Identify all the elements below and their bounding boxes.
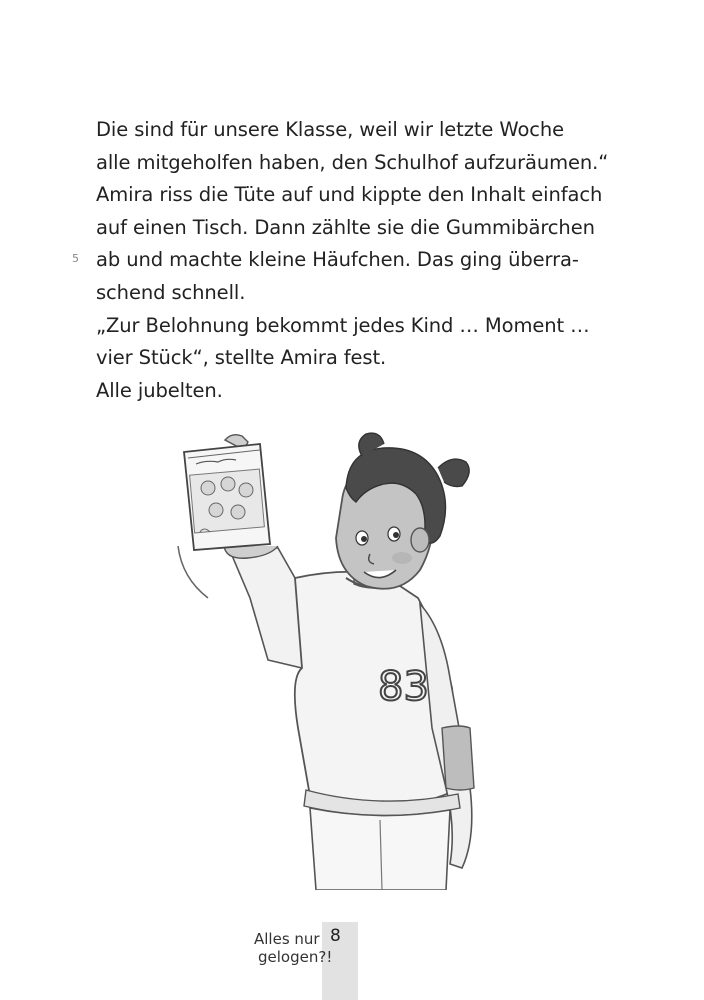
- text-line: vier Stück“, stellte Amira fest.: [96, 346, 387, 370]
- text-line: „Zur Belohnung bekommt jedes Kind … Moment …: [96, 313, 590, 337]
- text-line: Amira riss die Tüte auf und kippte den Inhalt einfach: [96, 183, 603, 207]
- gummy-bag: [184, 444, 270, 550]
- shirt-number: 83: [378, 664, 429, 710]
- text-line: auf einen Tisch. Dann zählte sie die Gummibärchen: [96, 215, 595, 239]
- text-line: alle mitgeholfen haben, den Schulhof aufzuräumen.“: [96, 150, 609, 174]
- story-text: [96, 114, 609, 407]
- series-title: [254, 930, 334, 966]
- text-line: ab und machte kleine Häufchen. Das ging überra-: [96, 248, 579, 272]
- text-line: Alle jubelten.: [96, 378, 223, 402]
- page-number: 8: [330, 926, 341, 946]
- text-line: schend schnell.: [96, 280, 246, 304]
- girl-holding-gummy-bag-illustration: [170, 428, 500, 890]
- line-number-marker: 5: [72, 252, 79, 265]
- text-line: Die sind für unsere Klasse, weil wir letzte Woche: [96, 118, 565, 141]
- series-title-line-2: gelogen?!: [258, 948, 333, 966]
- series-title-line-1: Alles nur: [254, 930, 320, 948]
